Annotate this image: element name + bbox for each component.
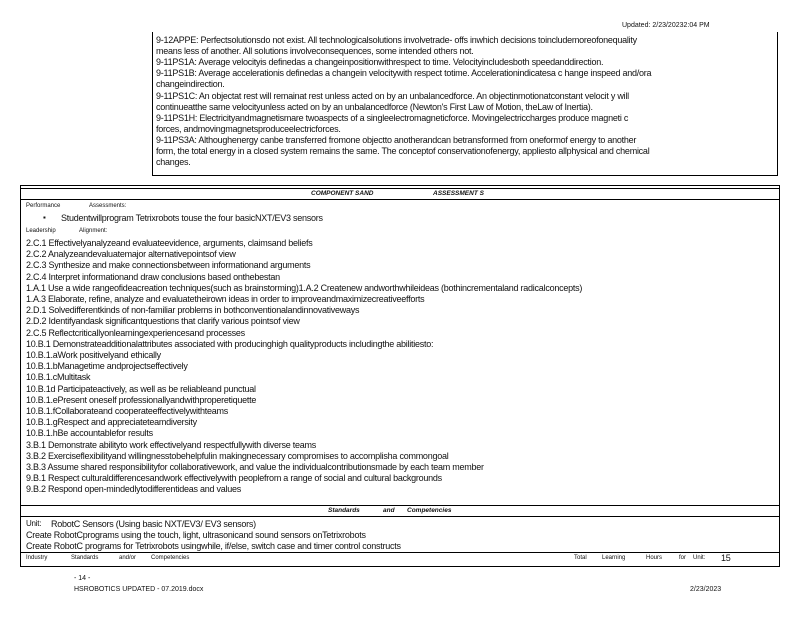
alignment-item: 9.B.1 Respect culturaldifferencesandwork effectivelywith peoplefrom a range of social and cultural backgrounds [26,473,442,484]
unit-title: RobotC Sensors (Using basic NXT/EV3/ EV3 sensors) [51,519,256,529]
performance-label: Performance [26,203,61,209]
alignment-item: 10.B.1.aWork positivelyand ethically [26,350,161,360]
learning-label: Learning [602,555,626,561]
alignment-item: 2.D.1 Solvedifferentkinds of non-familiar problems in bothconventionalandinnovativeways [26,305,360,316]
for-label: for [679,555,687,561]
alignment-item: 2.C.3 Synthesize and make connectionsbetween informationand arguments [26,260,311,271]
unit-hours-label: Unit: [693,555,706,561]
components-assessments-box [20,185,780,567]
standard-line: form, the total energy in a closed system remains the same. The conceptof conservationofenergy, appliesto allphysical and chemical [156,146,650,156]
standard-line: 9-11PS1H: Electricityandmagnetismare twoaspects of a singleelectromagneticforce. Movingelectriccharges produce magneti c [156,112,629,123]
components-header-right: ASSESSMENT S [433,190,484,197]
standards-header-right: Competencies [407,507,452,514]
alignment-item: 2.C.1 Effectivelyanalyzeand evaluateevidence, arguments, claimsand beliefs [26,238,313,248]
unit-line-1: Create RobotCprograms using the touch, light, ultrasonicand sound sensors onTetrixrobots [26,530,366,540]
industry-label: Industry [26,555,48,561]
alignment-item: 2.C.2 Analyzeandevaluatemajor alternativepointsof view [26,249,236,260]
footer-date: 2/23/2023 [690,586,722,593]
competencies-label: Competencies [151,555,190,561]
alignment-item: 10.B.1.gRespect and appreciateteamdiversity [26,417,197,428]
leadership-label: Leadership [26,228,56,234]
performance-item: Studentwillprogram Tetrixrobots touse the four basicNXT/EV3 sensors [61,213,323,223]
andor-label: and/or [119,555,137,561]
alignment-item: 2.D.2 Identifyandask significantquestions that clarify various pointsof view [26,316,300,327]
standard-line: 9-11PS3A: Althoughenergy canbe transferred fromone objectto anotherandcan betransformed from oneformof energy to another [156,134,637,145]
alignment-label: Alignment: [79,228,108,234]
alignment-item: 3.B.1 Demonstrate abilityto work effectivelyand respectfullywith diverse teams [26,439,316,450]
alignment-item: 10.B.1.cMultitask [26,372,91,383]
standards-header-row [21,505,779,517]
alignment-item: 10.B.1.fCollaborateand cooperateeffectivelywithteams [26,406,228,416]
alignment-item: 10.B.1.ePresent oneself professionallyandwithproperetiquette [26,394,257,405]
assessments-label: Assessments: [89,203,127,209]
hours-label: Hours [646,555,663,561]
standards-text-box [152,32,778,176]
standards-label: Standards [71,555,99,561]
alignment-item: 1.A.1 Use a wide rangeofideacreation techniques(such as brainstorming)1.A.2 Createnew andworthwhileideas (bothincrementaland radicalconcepts) [26,282,583,293]
standard-line: changeindirection. [156,79,225,90]
alignment-item: 9.B.2 Respond open-mindedlytodifferentideas and values [26,484,241,495]
alignment-item: 1.A.3 Elaborate, refine, analyze and evaluatetheirown ideas in order to improveandmaximizecreativeefforts [26,294,425,304]
components-header-left: COMPONENT SAND [311,190,374,197]
unit-label: Unit: [26,519,42,528]
hours-value: 15 [721,553,731,563]
alignment-item: 3.B.2 Exerciseflexibilityand willingnesstobehelpfulin makingnecessary compromises to accomplisha commongoal [26,450,449,461]
page-number: - 14 - [74,575,91,582]
standard-line: changes. [156,157,191,168]
footer-filename: HSROBOTICS UPDATED - 07.2019.docx [74,586,204,593]
alignment-item: 10.B.1.bManagetime andprojectseffectively [26,361,188,372]
alignment-item: 10.B.1.hBe accountablefor results [26,428,153,439]
standard-line: 9-12APPE: Perfectsolutionsdo not exist. All technologicalsolutions involvetrade- offs inwhich decisions toincludemoreofonequality [156,35,637,45]
standard-line: means less of another. All solutions involveconsequences, some intended others not. [156,46,474,57]
alignment-item: 10.B.1d Participateactively, as well as be reliableand punctual [26,383,256,394]
industry-hours-row [21,552,779,565]
alignment-item: 2.C.5 Reflectcriticallyonlearningexperiencesand processes [26,327,245,338]
standard-line: forces, andmovingmagnetsproduceelectricforces. [156,123,341,134]
standard-line: 9-11PS1C: An objectat rest will remainat rest unless acted on by an unbalancedforce. An objectinmotionatconstant velocit y will [156,90,629,101]
standard-line: 9-11PS1A: Average velocityis definedas a changeinpositionwithrespect to time. Velocityincludesboth speedanddirection. [156,57,604,68]
standard-line: 9-11PS1B: Average accelerationis definedas a changein velocitywith respect totime. Accelerationindicatesa c hange inspeed and/ora [156,68,652,79]
total-label: Total [574,555,587,561]
unit-line-2: Create RobotC programs for Tetrixrobots usingwhile, if/else, switch case and timer control constructs [26,541,401,551]
standards-header-left: Standards [328,507,360,514]
alignment-item: 10.B.1 Demonstrateadditionalattributes associated with producinghigh qualityproducts includingthe abilitiesto: [26,338,434,349]
alignment-item: 2.C.4 Interpret informationand draw conclusions based onthebestan [26,271,280,282]
bullet-icon: ▪ [43,213,46,222]
alignment-item: 3.B.3 Assume shared responsibilityfor collaborativework, and value the individualcontributionsmade by each team member [26,462,484,472]
components-header-row [21,188,779,200]
standard-line: continueatthe same velocityunless acted on by an unbalancedforce (Newton's First Law of Motion, theLaw of Inertia). [156,101,593,112]
standards-header-mid: and [383,507,395,514]
updated-timestamp: Updated: 2/23/20232:04 PM [622,22,710,29]
